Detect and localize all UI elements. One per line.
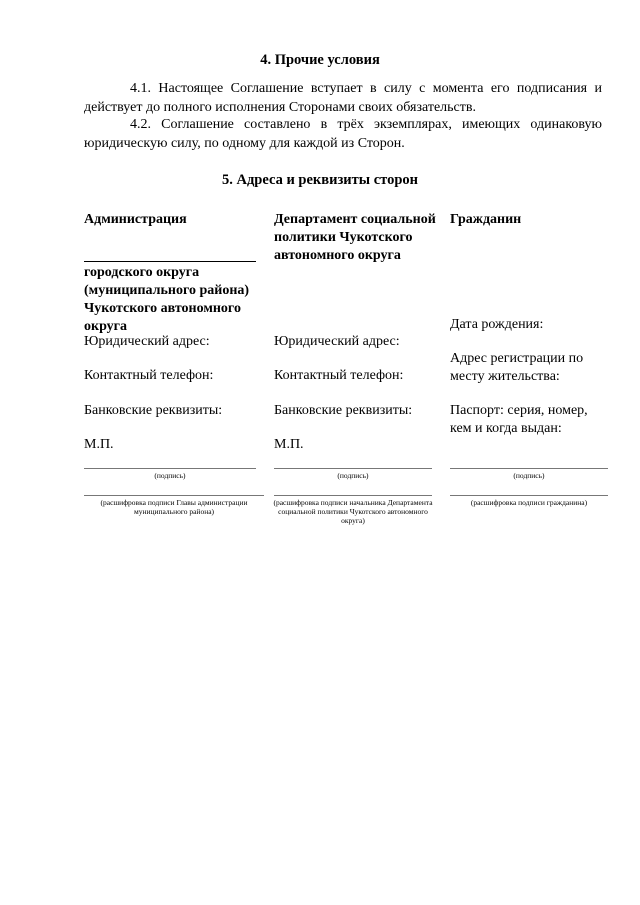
citizen-heading: Гражданин [450, 212, 522, 227]
party-administration-block [84, 211, 264, 336]
administration-heading: Администрация [84, 212, 187, 227]
municipality-name-blank [84, 243, 256, 262]
dept-signature-line [274, 468, 432, 469]
citizen-address-label: Адрес регистрации по месту жительства: [450, 351, 584, 384]
clause-4-1: 4.1. Настоящее Соглашение вступает в силу с момента его подписания и действует до полного исполнения Сторонами своих обязательств. [84, 81, 602, 115]
citizen-signature-caption: (подпись) [513, 471, 545, 480]
dept-signature-caption: (подпись) [337, 471, 369, 480]
section-4-title: 4. Прочие условия [260, 52, 380, 68]
dept-stamp-label: М.П. [274, 437, 304, 452]
dept-phone-label: Контактный телефон: [274, 368, 404, 383]
administration-heading-rest: городского округа (муниципального района) Чукотского автономного округа [84, 265, 250, 334]
citizen-signature-line [450, 468, 608, 469]
dept-name-caption: (расшифровка подписи начальника Департамента социальной политики Чукотского автономного округа) [273, 498, 433, 525]
party-citizen-block [450, 211, 610, 229]
citizen-name-line [450, 495, 608, 496]
party-department-block [274, 211, 444, 265]
clause-4-2: 4.2. Соглашение составлено в трёх экземплярах, имеющих одинаковую юридическую силу, по одному для каждой из Сторон. [84, 117, 602, 151]
section-5-title: 5. Адреса и реквизиты сторон [221, 172, 419, 188]
admin-stamp-label: М.П. [84, 437, 114, 452]
citizen-birth-label: Дата рождения: [450, 317, 544, 332]
dept-name-line [274, 495, 432, 496]
admin-name-caption: (расшифровка подписи Главы администрации муниципального района) [100, 498, 248, 516]
admin-signature-caption: (подпись) [154, 471, 186, 480]
dept-bank-label: Банковские реквизиты: [274, 403, 413, 418]
citizen-name-caption: (расшифровка подписи гражданина) [470, 498, 588, 507]
admin-name-line [84, 495, 264, 496]
admin-signature-line [84, 468, 256, 469]
citizen-passport-label: Паспорт: серия, номер, кем и когда выдан: [450, 403, 588, 436]
admin-legal-address-label: Юридический адрес: [84, 334, 210, 349]
admin-bank-label: Банковские реквизиты: [84, 403, 223, 418]
dept-legal-address-label: Юридический адрес: [274, 334, 400, 349]
admin-phone-label: Контактный телефон: [84, 368, 214, 383]
department-heading: Департамент социальной политики Чукотского автономного округа [274, 212, 436, 263]
